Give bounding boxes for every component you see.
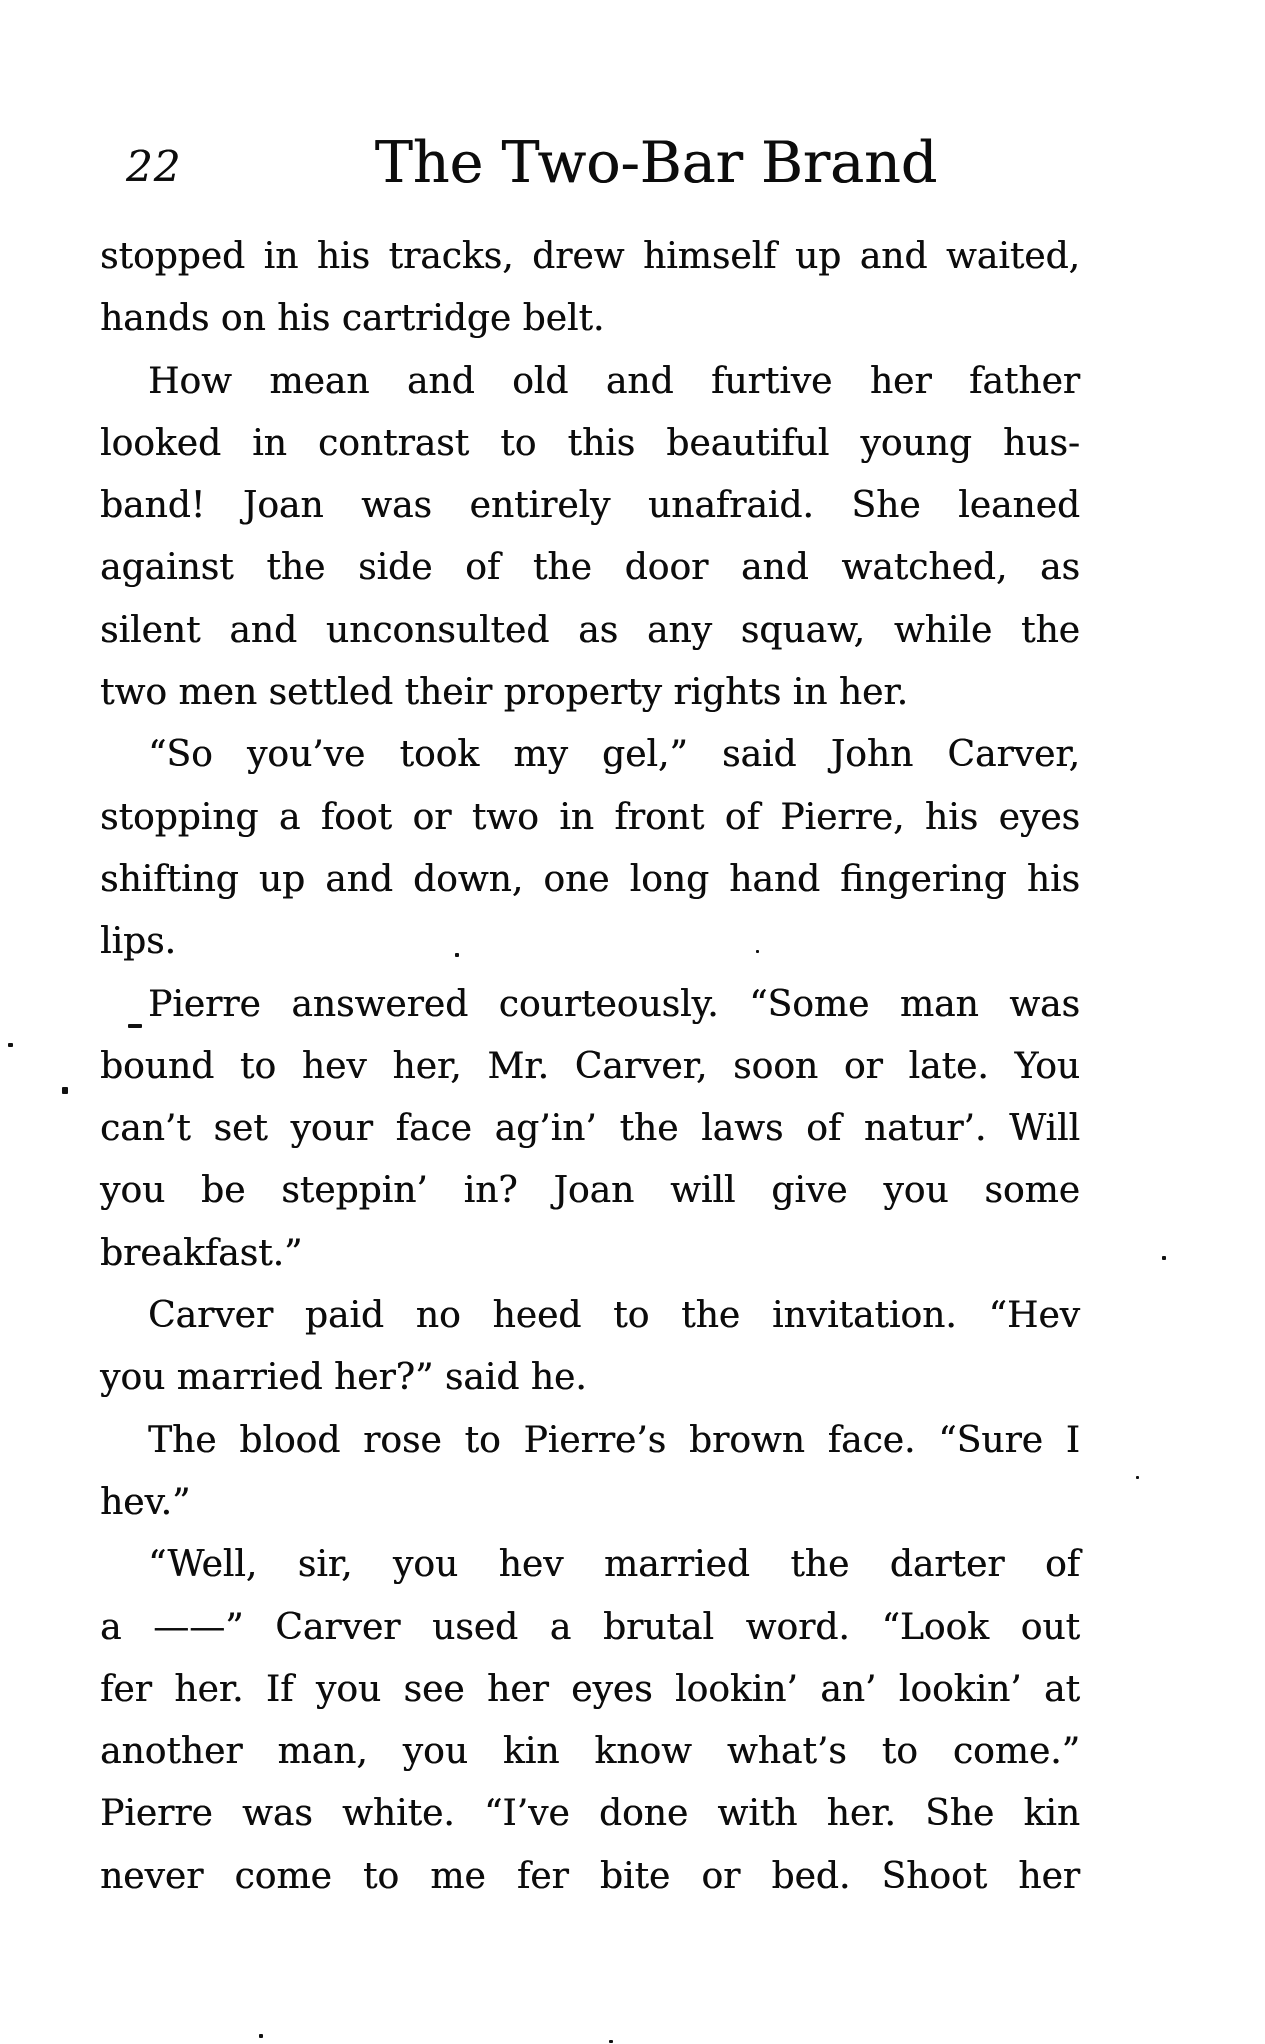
ink-speck [609, 2040, 613, 2043]
text-line: never come to me fer bite or bed. Shoot her [100, 1855, 1080, 1897]
ink-speck [62, 1087, 68, 1094]
text-line: Carver paid no heed to the invitation. “Hev [148, 1295, 1080, 1337]
text-line: a ——” Carver used a brutal word. “Look out [100, 1606, 1080, 1648]
page-header [100, 126, 1080, 200]
text-line: hev.” [100, 1481, 191, 1523]
ink-speck [455, 953, 459, 957]
text-line: stopping a foot or two in front of Pierre, his eyes [100, 796, 1080, 838]
text-line: can’t set your face ag’in’ the laws of natur’. Will [100, 1108, 1080, 1150]
text-line: “So you’ve took my gel,” said John Carver, [148, 734, 1080, 776]
page-number: 22 [126, 142, 182, 191]
text-line: hands on his cartridge belt. [100, 298, 605, 340]
text-line: Pierre was white. “I’ve done with her. She kin [100, 1793, 1080, 1835]
text-line: fer her. If you see her eyes lookin’ an’ lookin’ at [100, 1668, 1080, 1710]
ink-speck [128, 1024, 142, 1028]
ink-speck [8, 1043, 13, 1047]
text-line: two men settled their property rights in her. [100, 672, 909, 714]
text-line: silent and unconsulted as any squaw, while the [100, 609, 1080, 651]
ink-speck [756, 950, 759, 953]
text-line: you married her?” said he. [100, 1357, 587, 1399]
text-line: another man, you kin know what’s to come.” [100, 1731, 1080, 1773]
ink-speck [259, 2034, 263, 2038]
ink-speck [1162, 1256, 1166, 1260]
text-line: bound to hev her, Mr. Carver, soon or late. You [100, 1045, 1080, 1087]
text-line: you be steppin’ in? Joan will give you some [100, 1170, 1080, 1212]
text-line: How mean and old and furtive her father [148, 360, 1080, 402]
text-line: lips. [100, 921, 176, 963]
running-title: The Two-Bar Brand [374, 130, 938, 196]
text-line: against the side of the door and watched, as [100, 547, 1080, 589]
text-line: The blood rose to Pierre’s brown face. “Sure I [148, 1419, 1080, 1461]
text-line: “Well, sir, you hev married the darter of [148, 1544, 1080, 1586]
text-line: breakfast.” [100, 1232, 303, 1274]
text-line: looked in contrast to this beautiful young hus- [100, 422, 1080, 464]
text-line: band! Joan was entirely unafraid. She leaned [100, 485, 1080, 527]
text-line: stopped in his tracks, drew himself up and waited, [100, 236, 1080, 277]
text-line: Pierre answered courteously. “Some man was [148, 983, 1080, 1025]
text-line: shifting up and down, one long hand fingering his [100, 858, 1080, 900]
ink-speck [1136, 1476, 1139, 1479]
body-text-block [100, 226, 1080, 1908]
